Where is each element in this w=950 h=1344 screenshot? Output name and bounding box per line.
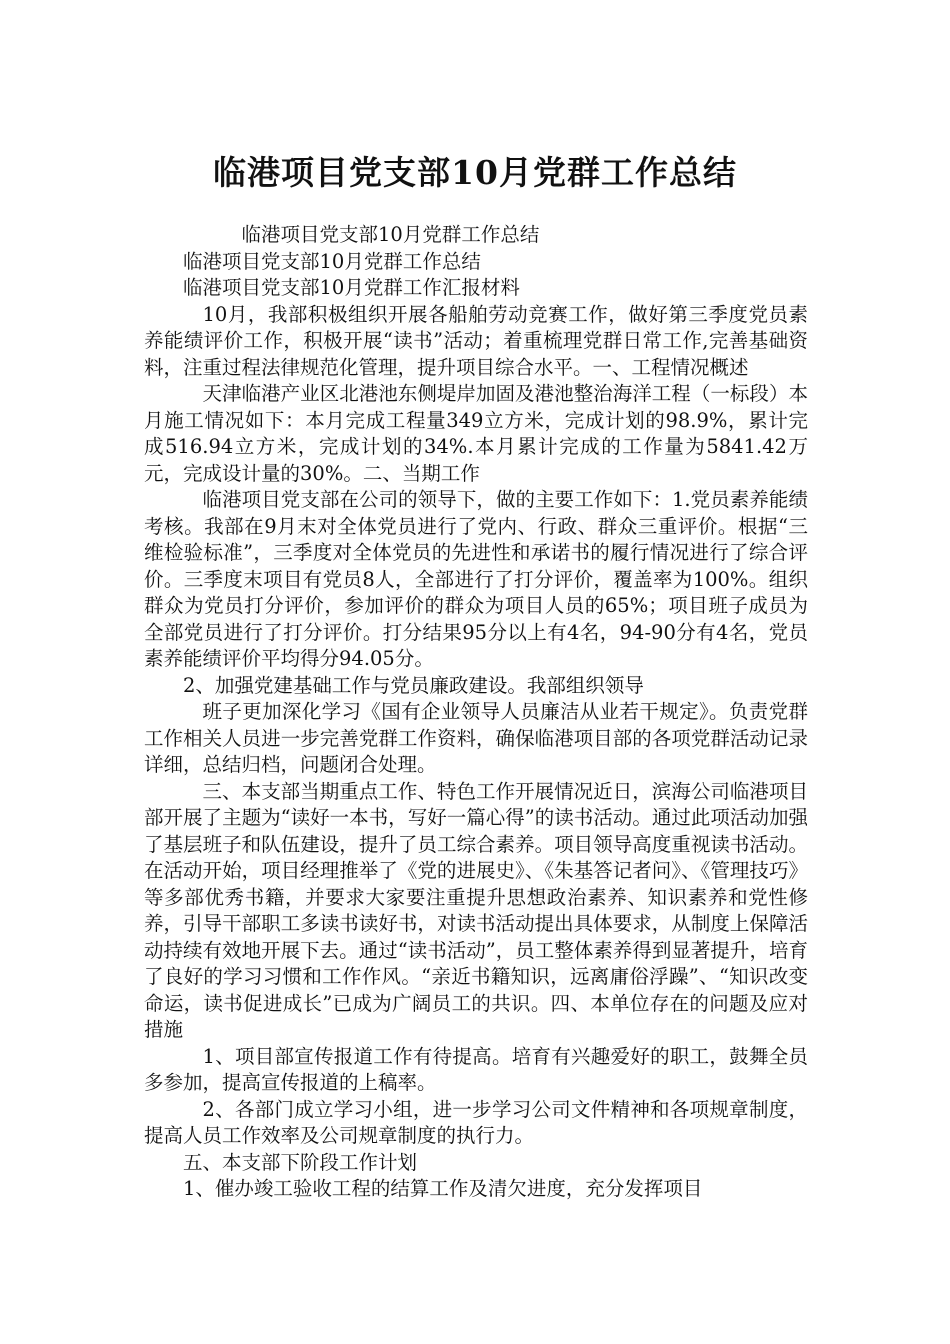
paragraph: 2、加强党建基础工作与党员廉政建设。我部组织领导	[183, 673, 644, 697]
paragraph: 2、各部门成立学习小组，进一步学习公司文件精神和各项规章制度，提高人员工作效率及公司规章制度的执行力。	[144, 1097, 808, 1147]
document-title: 临港项目党支部10月党群工作总结	[213, 153, 737, 193]
paragraph: 1、项目部宣传报道工作有待提高。培育有兴趣爱好的职工，鼓舞全员多参加，提高宣传报道的上稿率。	[144, 1044, 808, 1094]
paragraph: 天津临港产业区北港池东侧堤岸加固及港池整治海洋工程（一标段）本月施工情况如下：本月完成工程量349立方米，完成计划的98.9%，累计完成516.94立方米，完成计划的34%.本月累计完成的工作量为5841.42万元，完成设计量的30%。二、当期工作	[144, 382, 808, 485]
paragraph: 临港项目党支部10月党群工作汇报材料	[183, 276, 520, 299]
paragraph: 三、本支部当期重点工作、特色工作开展情况近日，滨海公司临港项目部开展了主题为“读好一本书，写好一篇心得”的读书活动。通过此项活动加强了基层班子和队伍建设，提升了员工综合素养。项目领导高度重视读书活动。在活动开始，项目经理推举了《党的进展史》、《朱基答记者问》、《管理技巧》等多部优秀书籍，并要求大家要注重提升思想政治素养、知识素养和党性修养，引导干部职工多读书读好书，对读书活动提出具体要求，从制度上保障活动持续有效地开展下去。通过“读书活动”，员工整体素养得到显著提升，培育了良好的学习习惯和工作作风。“亲近书籍知识，远离庸俗浮躁”、“知识改变命运，读书促进成长”已成为广阔员工的共识。四、本单位存在的问题及应对措施	[144, 779, 808, 1041]
paragraph: 五、本支部下阶段工作计划	[183, 1150, 418, 1174]
paragraph: 10月，我部积极组织开展各船舶劳动竞赛工作，做好第三季度党员素养能绩评价工作，积极开展“读书”活动；着重梳理党群日常工作,完善基础资料，注重过程法律规范化管理，提升项目综合水平。一、工程情况概述	[144, 302, 808, 379]
paragraph: 临港项目党支部10月党群工作总结	[241, 223, 540, 246]
paragraph: 班子更加深化学习《国有企业领导人员廉洁从业若干规定》。负责党群工作相关人员进一步完善党群工作资料，确保临港项目部的各项党群活动记录详细，总结归档，问题闭合处理。	[144, 700, 808, 776]
document-body	[144, 222, 808, 1203]
paragraph: 临港项目党支部10月党群工作总结	[183, 249, 481, 273]
paragraph: 1、催办竣工验收工程的结算工作及清欠进度，充分发挥项目	[183, 1177, 703, 1200]
paragraph: 临港项目党支部在公司的领导下，做的主要工作如下：1.党员素养能绩考核。我部在9月末对全体党员进行了党内、行政、群众三重评价。根据“三维检验标准”，三季度对全体党员的先进性和承诺书的履行情况进行了综合评价。三季度末项目有党员8人，全部进行了打分评价，覆盖率为100%。组织群众为党员打分评价，参加评价的群众为项目人员的65%；项目班子成员为全部党员进行了打分评价。打分结果95分以上有4名，94-90分有4名，党员素养能绩评价平均得分94.05分。	[144, 488, 808, 670]
